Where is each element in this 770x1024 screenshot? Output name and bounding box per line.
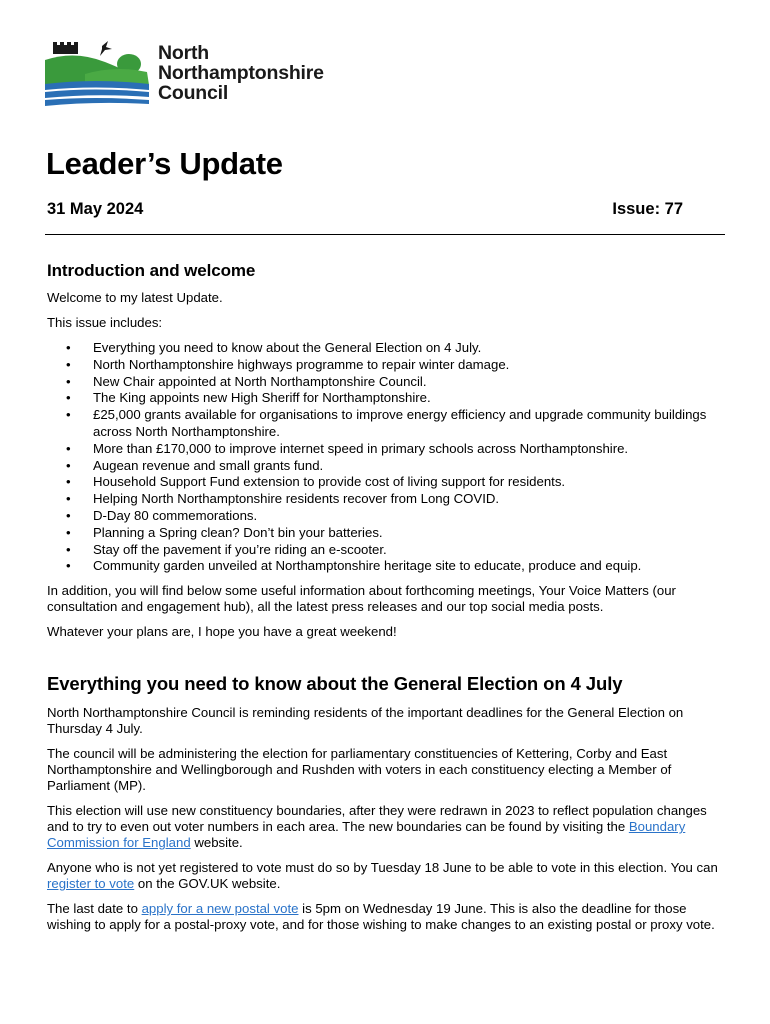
register-to-vote-link[interactable]: register to vote xyxy=(47,876,135,892)
list-item: • New Chair appointed at North Northamptonshire Council. xyxy=(93,374,727,391)
boundary-commission-link[interactable]: Boundary Commission for England xyxy=(47,819,686,851)
election-section xyxy=(47,673,727,933)
intro-heading: Introduction and welcome xyxy=(47,261,256,280)
list-item: • North Northamptonshire highways programme to repair winter damage. xyxy=(93,357,727,374)
list-item: • Augean revenue and small grants fund. xyxy=(93,458,727,475)
contents-list xyxy=(47,340,727,575)
issue-number: Issue: 77 xyxy=(612,200,683,218)
paragraph-text: This election will use new constituency boundaries, after they were redrawn in 2023 to reflect population changes and to try to even out voter numbers in each area. The new boundaries can be found by visiting the xyxy=(47,803,707,835)
list-item: • Helping North Northamptonshire residents recover from Long COVID. xyxy=(93,491,727,508)
list-item: • D-Day 80 commemorations. xyxy=(93,508,727,525)
list-item: • Stay off the pavement if you’re riding an e-scooter. xyxy=(93,542,727,559)
intro-addition: In addition, you will find below some useful information about forthcoming meetings, Your Voice Matters (our consultation and engagement hub), all the latest press releases and our top social media posts. xyxy=(47,583,676,615)
paragraph-text: website. xyxy=(190,835,243,851)
header-divider xyxy=(45,234,725,235)
paragraph-text: Anyone who is not yet registered to vote must do so by Tuesday 18 June to be able to vote in this election. You can xyxy=(47,860,718,876)
list-item: • Planning a Spring clean? Don’t bin your batteries. xyxy=(93,525,727,542)
intro-welcome: Welcome to my latest Update. xyxy=(47,290,223,305)
election-heading: Everything you need to know about the General Election on 4 July xyxy=(47,673,623,695)
list-item: • The King appoints new High Sheriff for Northamptonshire. xyxy=(93,390,727,407)
election-paragraph xyxy=(47,803,727,851)
paragraph-text: is 5pm on Wednesday 19 June. This is also the deadline for those wishing to apply for a postal-proxy vote, and for those wishing to make changes to an existing postal or proxy vote. xyxy=(47,901,715,933)
list-item: • Household Support Fund extension to provide cost of living support for residents. xyxy=(93,474,727,491)
intro-section xyxy=(47,261,727,640)
council-logo xyxy=(45,40,345,106)
logo-line-1: North xyxy=(158,42,209,64)
election-paragraph xyxy=(47,860,727,892)
paragraph-text: The last date to xyxy=(47,901,142,917)
newsletter-body xyxy=(47,261,727,942)
list-item: • More than £170,000 to improve internet speed in primary schools across Northamptonshire. xyxy=(93,441,727,458)
election-paragraph: North Northamptonshire Council is reminding residents of the important deadlines for the General Election on Thursday 4 July. xyxy=(47,705,684,737)
intro-signoff: Whatever your plans are, I hope you have a great weekend! xyxy=(47,624,397,640)
logo-line-3: Council xyxy=(158,82,229,104)
election-paragraph xyxy=(47,901,727,933)
council-logo-wordmark xyxy=(158,43,324,103)
paragraph-text: on the GOV.UK website. xyxy=(134,876,281,892)
election-paragraph: The council will be administering the election for parliamentary constituencies of Kettering, Corby and East Northamptonshire and Wellingborough and Rushden with voters in each constituency electing a Member of Parliament (MP). xyxy=(47,746,672,794)
intro-includes: This issue includes: xyxy=(47,315,163,330)
list-item: • Community garden unveiled at Northamptonshire heritage site to educate, produce and equip. xyxy=(93,558,727,575)
council-emblem-icon xyxy=(45,40,153,106)
postal-vote-link[interactable]: apply for a new postal vote xyxy=(141,901,299,917)
list-item: • £25,000 grants available for organisations to improve energy efficiency and upgrade community buildings across North Northamptonshire. xyxy=(93,407,727,441)
page-title: Leader’s Update xyxy=(46,146,283,181)
list-item: • Everything you need to know about the General Election on 4 July. xyxy=(93,340,727,357)
logo-line-2: Northamptonshire xyxy=(158,62,324,84)
issue-date: 31 May 2024 xyxy=(47,200,144,218)
